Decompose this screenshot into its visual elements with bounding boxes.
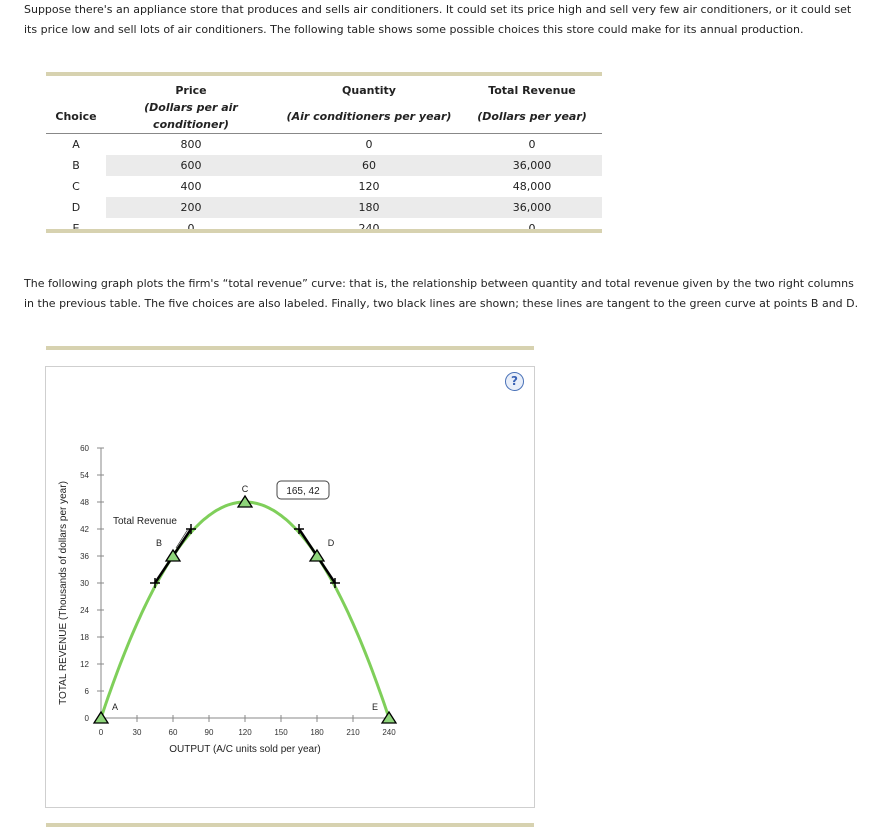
- y-tick-label: 0: [84, 714, 89, 723]
- cell-quantity: 120: [358, 180, 380, 193]
- header-choice: Choice: [46, 99, 106, 134]
- header-revenue: Total Revenue: [488, 84, 576, 97]
- cell-price: 400: [180, 180, 202, 193]
- x-tick-label: 210: [346, 728, 360, 737]
- y-tick-label: 36: [80, 552, 89, 561]
- cell-choice: D: [71, 201, 81, 214]
- point-label-a: A: [111, 702, 119, 712]
- graph-bottom-rule: [46, 823, 534, 827]
- y-tick-label: 42: [80, 525, 89, 534]
- y-tick-label: 48: [80, 498, 89, 507]
- coordinate-tooltip-text: 165, 42: [286, 486, 320, 497]
- cell-revenue: 48,000: [512, 180, 552, 193]
- point-marker-b: [166, 550, 180, 561]
- x-tick-label: 30: [132, 728, 142, 737]
- point-label-d: D: [327, 538, 335, 548]
- cell-quantity: 0: [365, 138, 373, 151]
- point-label-b: B: [155, 538, 163, 548]
- cell-price: 600: [106, 155, 276, 176]
- cell-price: 200: [106, 197, 276, 218]
- y-tick-label: 12: [80, 660, 89, 669]
- x-axis-label: OUTPUT (A/C units sold per year): [169, 744, 321, 755]
- x-tick-label: 90: [204, 728, 214, 737]
- point-marker-d: [310, 550, 324, 561]
- y-tick-label: 60: [80, 444, 89, 453]
- point-label-c: C: [241, 484, 249, 494]
- header-revenue-unit: (Dollars per year): [477, 109, 587, 123]
- cell-quantity: 60: [276, 155, 462, 176]
- curve-label: Total Revenue: [113, 516, 177, 527]
- y-tick-label: 30: [80, 579, 89, 588]
- point-label-e: E: [371, 702, 379, 712]
- x-tick-label: 150: [274, 728, 288, 737]
- y-axis-label: TOTAL REVENUE (Thousands of dollars per year): [58, 481, 69, 705]
- y-tick-label: 6: [84, 687, 89, 696]
- header-price-unit: (Dollars per air conditioner): [144, 101, 238, 131]
- y-tick-label: 24: [80, 606, 89, 615]
- header-quantity-unit: (Air conditioners per year): [286, 109, 452, 123]
- x-tick-label: 180: [310, 728, 324, 737]
- cell-choice: B: [72, 159, 80, 172]
- cell-choice: C: [72, 180, 80, 193]
- y-tick-label: 18: [80, 633, 89, 642]
- x-tick-label: 0: [98, 728, 104, 737]
- cell-revenue: 36,000: [462, 155, 602, 176]
- y-tick-label: 54: [80, 471, 89, 480]
- question-mark-icon: ?: [511, 374, 518, 388]
- header-price: Price: [175, 84, 207, 97]
- header-quantity: Quantity: [342, 84, 396, 97]
- cell-choice: A: [72, 138, 80, 151]
- cell-revenue: 36,000: [462, 197, 602, 218]
- cell-quantity: 180: [276, 197, 462, 218]
- cell-revenue: 0: [528, 138, 536, 151]
- x-tick-label: 120: [238, 728, 252, 737]
- x-tick-label: 60: [168, 728, 178, 737]
- total-revenue-curve: [101, 502, 389, 718]
- graph-intro-text: The following graph plots the firm's “total revenue” curve: that is, the relationship between quantity and total revenue given by the two right columns in the previous table. The five choices are also labeled. Finally, two black lines are shown; these lines are tangent to the green curve at points B and D.: [24, 277, 859, 310]
- cell-price: 800: [180, 138, 202, 151]
- x-tick-label: 240: [382, 728, 396, 737]
- intro-text: Suppose there's an appliance store that produces and sells air conditioners. It could set its price high and sell very few air conditioners, or it could set its price low and sell lots of air conditioners. The following table shows some possible choices this store could make for its annual production.: [24, 3, 852, 36]
